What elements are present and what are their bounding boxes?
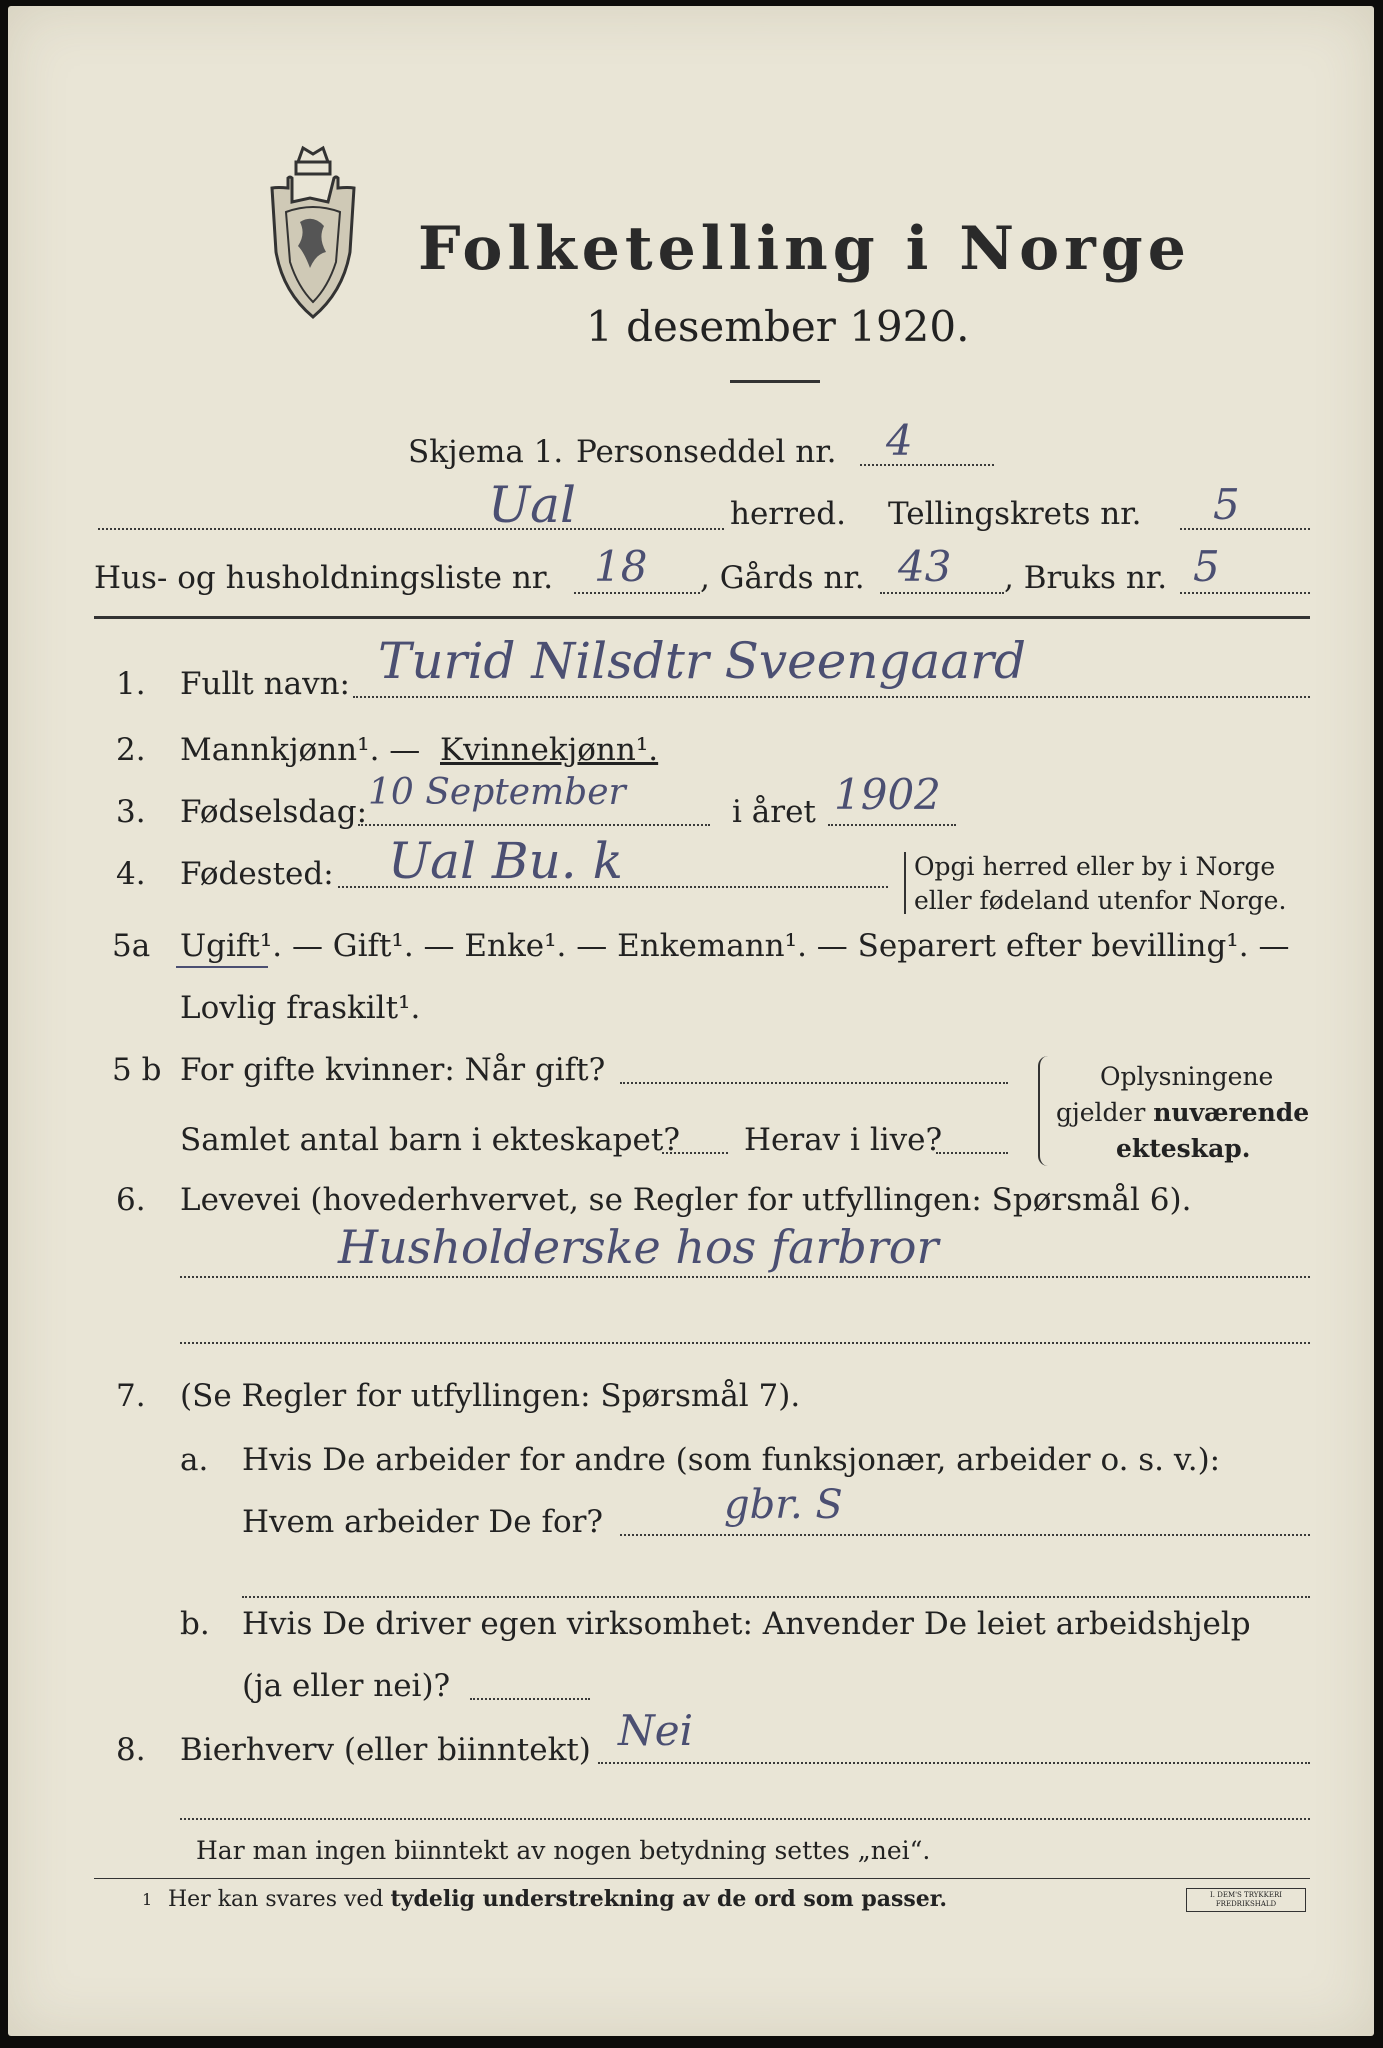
- gards-value: 43: [898, 542, 952, 591]
- q1-field[interactable]: [353, 696, 1310, 698]
- bruks-value: 5: [1193, 542, 1220, 591]
- q1-value: Turid Nilsdtr Sveengaard: [378, 632, 1027, 690]
- q7a-field-line1[interactable]: [620, 1534, 1310, 1536]
- q7a-label2: Hvem arbeider De for?: [242, 1504, 604, 1540]
- footnote-divider: [94, 1878, 1310, 1879]
- q4-value: Ual Bu. k: [388, 832, 623, 890]
- gards-label: , Gårds nr.: [700, 560, 865, 596]
- husliste-field[interactable]: [574, 592, 700, 594]
- printer-mark: I. DEM'S TRYKKERI FREDRIKSHALD: [1186, 1888, 1306, 1912]
- q5b-children-label: Samlet antal barn i ekteskapet?: [180, 1122, 680, 1158]
- biinntekt-note: Har man ingen biinntekt av nogen betydning settes „nei“.: [196, 1836, 931, 1865]
- q8-value: Nei: [618, 1706, 694, 1755]
- herred-label: herred.: [730, 496, 846, 532]
- q5b-married-field[interactable]: [620, 1082, 1008, 1084]
- q6-field-line1[interactable]: [180, 1276, 1310, 1278]
- tellingskrets-value: 5: [1213, 480, 1240, 529]
- q3-year-field[interactable]: [828, 824, 956, 826]
- q7a-letter: a.: [180, 1442, 209, 1478]
- q5a-options-line2[interactable]: Lovlig fraskilt¹.: [180, 990, 421, 1026]
- q6-field-line2[interactable]: [180, 1342, 1310, 1344]
- q2-option-mannkjonn[interactable]: Mannkjønn¹. —: [180, 732, 421, 768]
- q5b-bracket: [1038, 1056, 1054, 1166]
- personseddel-field[interactable]: [860, 464, 994, 466]
- q5b-alive-field[interactable]: [936, 1152, 1008, 1154]
- herred-value: Ual: [488, 476, 576, 534]
- q4-note-line1: Opgi herred eller by i Norge: [914, 852, 1276, 881]
- q5b-children-field[interactable]: [662, 1152, 728, 1154]
- q2-number: 2.: [116, 732, 146, 768]
- personseddel-label: Personseddel nr.: [576, 434, 837, 470]
- q8-number: 8.: [116, 1732, 146, 1768]
- q7b-label: Hvis De driver egen virksomhet: Anvender De leiet arbeidshjelp: [242, 1606, 1251, 1642]
- footnote-number: 1: [142, 1890, 153, 1909]
- title-divider: [730, 380, 820, 383]
- q3-number: 3.: [116, 794, 146, 830]
- q7a-label: Hvis De arbeider for andre (som funksjonær, arbeider o. s. v.):: [242, 1442, 1221, 1478]
- q3-year-value: 1902: [834, 770, 941, 819]
- footnote-text: Her kan svares ved tydelig understrekning av de ord som passer.: [168, 1886, 948, 1912]
- q5b-note-line1: Oplysningene: [1100, 1062, 1274, 1091]
- q7b-field[interactable]: [470, 1698, 590, 1700]
- header-divider: [94, 616, 1310, 619]
- census-date: 1 desember 1920.: [586, 302, 970, 351]
- q8-label: Bierhverv (eller biinntekt): [180, 1732, 591, 1768]
- q4-bracket: [904, 852, 906, 914]
- q2-option-kvinnekjonn[interactable]: Kvinnekjønn¹.: [440, 732, 659, 768]
- q6-value: Husholderske hos farbror: [338, 1220, 939, 1274]
- q4-number: 4.: [116, 856, 146, 892]
- q1-label: Fullt navn:: [180, 666, 350, 702]
- q8-field-line1[interactable]: [598, 1762, 1310, 1764]
- q5a-ugift-underline: [176, 966, 268, 968]
- bruks-field[interactable]: [1180, 592, 1310, 594]
- q3-date-value: 10 September: [368, 772, 626, 813]
- bruks-label: , Bruks nr.: [1004, 560, 1168, 596]
- q1-number: 1.: [116, 666, 146, 702]
- q7b-label2: (ja eller nei)?: [242, 1668, 451, 1704]
- q7a-field-line2[interactable]: [242, 1596, 1310, 1598]
- coat-of-arms-icon: [258, 142, 368, 322]
- tellingskrets-field[interactable]: [1180, 528, 1310, 530]
- q3-year-label: i året: [732, 794, 816, 830]
- husliste-label: Hus- og husholdningsliste nr.: [94, 560, 554, 596]
- herred-field[interactable]: [98, 528, 724, 530]
- gards-field[interactable]: [880, 592, 1004, 594]
- q6-label: Levevei (hovederhvervet, se Regler for utfyllingen: Spørsmål 6).: [180, 1182, 1192, 1218]
- personseddel-value: 4: [886, 416, 913, 465]
- q5a-number: 5a: [112, 928, 151, 964]
- q3-label: Fødselsdag:: [180, 794, 368, 830]
- q4-note-line2: eller fødeland utenfor Norge.: [914, 886, 1287, 915]
- census-form: [8, 6, 1374, 2036]
- q5b-note-line2: gjelder nuværende: [1056, 1098, 1310, 1127]
- q6-number: 6.: [116, 1182, 146, 1218]
- q8-field-line2[interactable]: [180, 1818, 1310, 1820]
- q7-number: 7.: [116, 1378, 146, 1414]
- q5b-note-line3: ekteskap.: [1116, 1134, 1251, 1163]
- q7a-value: gbr. S: [724, 1482, 843, 1528]
- q5b-alive-label: Herav i live?: [744, 1122, 943, 1158]
- page-title: Folketelling i Norge: [418, 214, 1191, 284]
- tellingskrets-label: Tellingskrets nr.: [888, 496, 1142, 532]
- q5b-label: For gifte kvinner: Når gift?: [180, 1052, 606, 1088]
- q7-label: (Se Regler for utfyllingen: Spørsmål 7).: [180, 1378, 801, 1414]
- q3-date-field[interactable]: [358, 824, 710, 826]
- skjema-label: Skjema 1.: [408, 434, 564, 470]
- q5a-options[interactable]: Ugift¹. — Gift¹. — Enke¹. — Enkemann¹. — Separert efter bevilling¹. —: [180, 928, 1290, 964]
- q4-label: Fødested:: [180, 856, 334, 892]
- q5b-number: 5 b: [112, 1052, 162, 1088]
- husliste-value: 18: [594, 542, 648, 591]
- q7b-letter: b.: [180, 1606, 210, 1642]
